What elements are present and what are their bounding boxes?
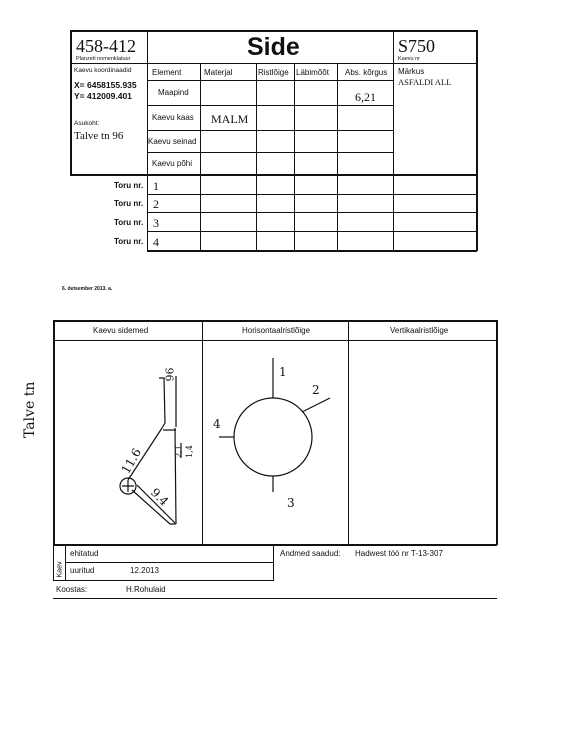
pipe-label-1: Toru nr. — [114, 181, 144, 190]
location-label: Asukoht: — [74, 120, 100, 127]
pipe-value-4: 4 — [153, 235, 159, 249]
col-diameter: Läbimõõt — [296, 68, 329, 77]
measure-94: 9.4 — [147, 485, 172, 509]
author-label: Koostas: — [56, 585, 88, 594]
coords-label: Kaevu koordinaadid — [74, 67, 132, 74]
col-abs-height: Abs. kõrgus — [345, 68, 388, 77]
pipe-value-1: 1 — [153, 179, 159, 193]
cover-material: MALM — [211, 112, 249, 126]
remarks-value: ASFALDI ALL — [398, 77, 452, 87]
pipe-value-2: 2 — [153, 197, 159, 211]
col-crosssection: Ristlõige — [258, 68, 289, 77]
well-number: S750 — [398, 36, 436, 56]
y-coordinate: Y= 412009.401 — [74, 91, 132, 101]
col-element: Element — [152, 68, 182, 77]
map-code: 458-412 — [76, 36, 136, 56]
row-well-cover: Kaevu kaas — [152, 113, 194, 122]
pipe-label-2: Toru nr. — [114, 199, 144, 208]
location-value: Talve tn 96 — [74, 130, 124, 142]
section-connections: Kaevu sidemed — [93, 326, 149, 335]
data-source-label: Andmed saadud: — [280, 549, 341, 558]
pipe-4-label: 4 — [213, 417, 221, 431]
pipe-1-label: 1 — [279, 365, 287, 379]
measure-96: 96 — [162, 367, 176, 382]
section-horizontal: Horisontaalristlõige — [242, 326, 311, 335]
built-label: ehitatud — [70, 549, 99, 558]
kaev-label: Kaev — [56, 561, 64, 578]
col-material: Materjal — [204, 68, 233, 77]
row-well-walls: Kaevu seinad — [148, 137, 197, 146]
well-number-caption: Kaevu nr — [398, 56, 421, 62]
author-value: H.Rohulaid — [126, 585, 166, 594]
date-note: 6. detsember 2013. a. — [62, 286, 113, 292]
ground-abs-height: 6,21 — [355, 90, 376, 104]
page-title: Side — [247, 33, 300, 61]
measure-14: 1,4 — [184, 445, 194, 458]
pipe-3-label: 3 — [287, 496, 295, 510]
surveyed-value: 12.2013 — [130, 566, 159, 575]
pipe-2-label: 2 — [312, 383, 320, 397]
measure-116: 11.6 — [118, 445, 145, 477]
data-source-value: Hadwest töö nr T-13-307 — [355, 549, 443, 558]
surveyed-label: uuritud — [70, 566, 95, 575]
row-ground: Maapind — [158, 88, 189, 97]
remarks-label: Märkus — [398, 67, 425, 76]
street-label: Talve tn — [22, 381, 38, 438]
pipe-value-3: 3 — [153, 216, 159, 230]
map-code-caption: Planzeti nomenklatuur — [76, 56, 131, 62]
section-vertical: Vertikaalristlõige — [390, 326, 449, 335]
measure-21: 2,1 — [173, 445, 183, 458]
row-well-bottom: Kaevu põhi — [152, 159, 193, 168]
pipe-label-4: Toru nr. — [114, 237, 144, 246]
pipe-label-3: Toru nr. — [114, 218, 144, 227]
x-coordinate: X= 6458155.935 — [74, 80, 137, 90]
